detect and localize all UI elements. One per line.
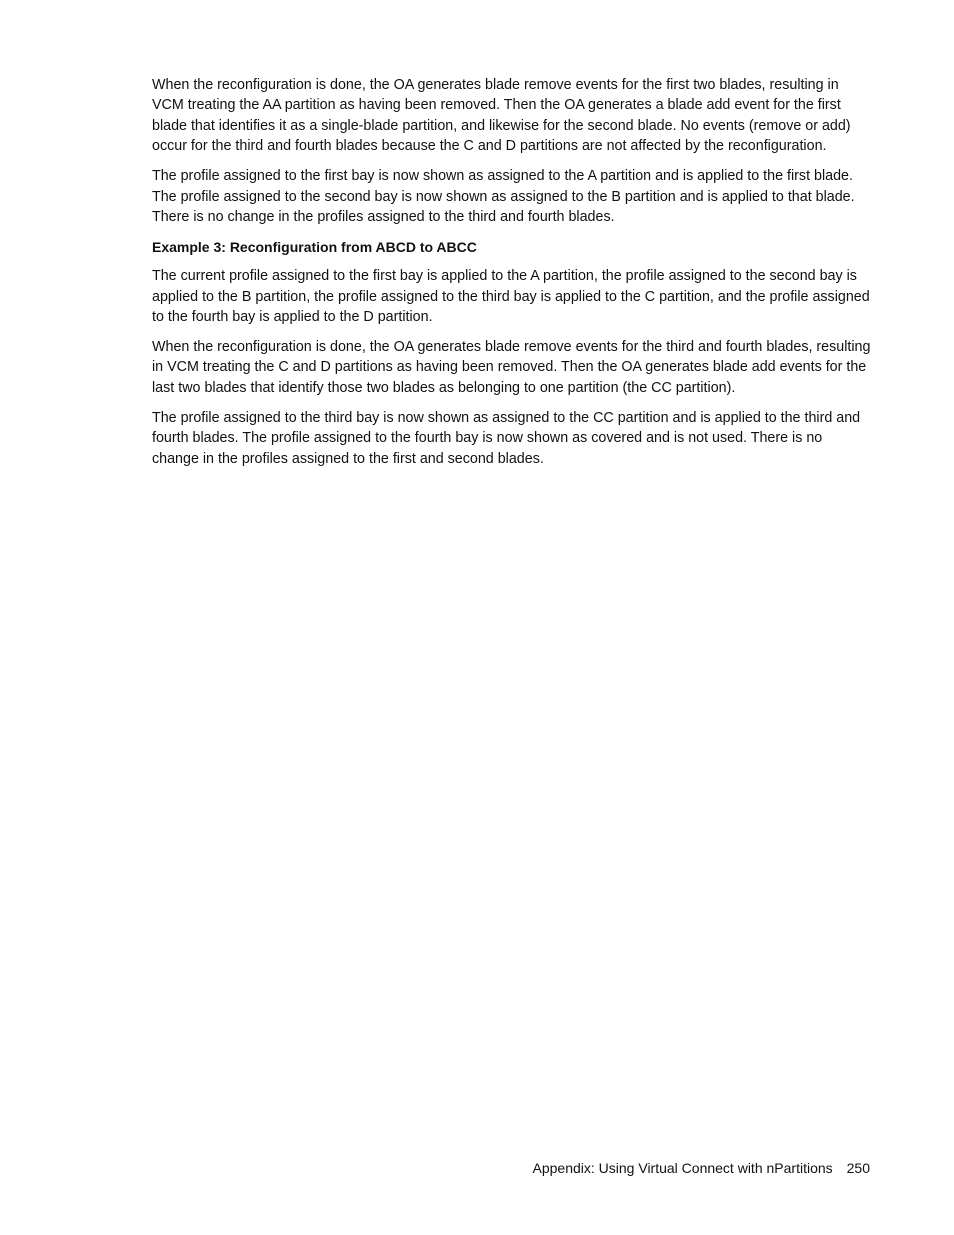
page-number: 250 (846, 1160, 870, 1176)
paragraph-current-profiles: The current profile assigned to the first bay is applied to the A partition, the profile assigned to the second bay is applied to the B partition, the profile assigned to the third bay is applied to the C partition, and the profile assigned to the fourth bay is applied to the D partition. (152, 268, 870, 326)
page-body (152, 75, 872, 479)
footer-section-title: Appendix: Using Virtual Connect with nPartitions (532, 1160, 833, 1176)
paragraph-aa-removal: When the reconfiguration is done, the OA generates blade remove events for the first two blades, resulting in VCM treating the AA partition as having been removed. Then the OA generates a blade add event for the first blade that identifies it as a single-blade partition, and likewise for the second blade. No events (remove or add) occur for the third and fourth blades because the C and D partitions are not affected by the reconfiguration. (152, 77, 851, 155)
paragraph-cd-removal: When the reconfiguration is done, the OA generates blade remove events for the third and fourth blades, resulting in VCM treating the C and D partitions as having been removed. Then the OA generates blade add events for the last two blades that identify those two blades as belonging to one partition (the CC partition). (152, 339, 871, 396)
page-footer (533, 1158, 870, 1178)
example-3-heading: Example 3: Reconfiguration from ABCD to ABCC (152, 238, 477, 255)
paragraph-ab-profiles: The profile assigned to the first bay is now shown as assigned to the A partition and is applied to the first blade. The profile assigned to the second bay is now shown as assigned to the B partition and is applied to that blade. There is no change in the profiles assigned to the third and fourth blades. (152, 168, 855, 225)
paragraph-cc-profiles: The profile assigned to the third bay is now shown as assigned to the CC partition and is applied to the third and fourth blades. The profile assigned to the fourth bay is now shown as covered and is not used. There is no change in the profiles assigned to the first and second blades. (152, 409, 861, 467)
